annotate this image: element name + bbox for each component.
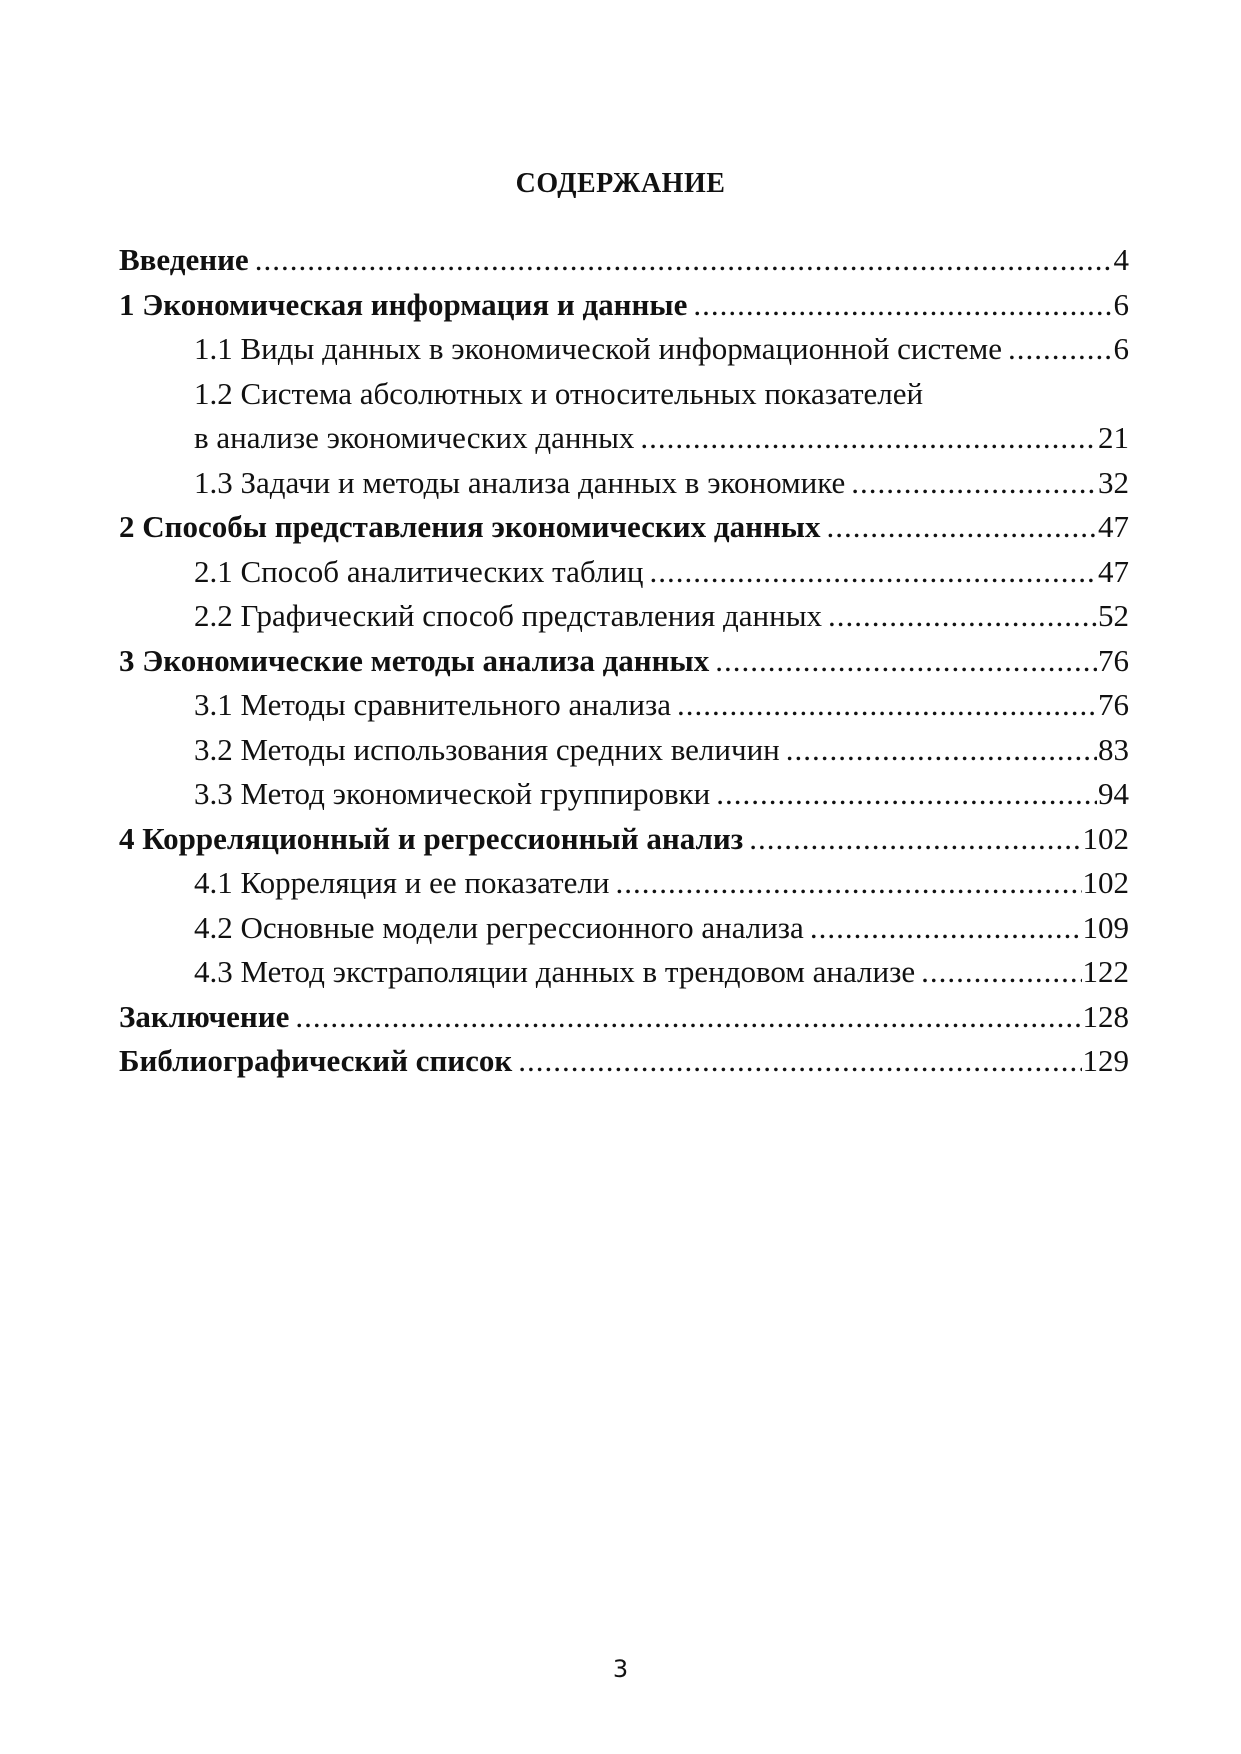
toc-entry-chapter-1[interactable]	[119, 283, 1129, 328]
toc-entry-label: в анализе экономических данных	[194, 420, 635, 455]
dot-leader	[716, 772, 1097, 817]
toc-entry-conclusion[interactable]	[119, 995, 1129, 1040]
toc-entry-label: 2.1 Способ аналитических таблиц	[194, 553, 644, 589]
toc-entry-page: 76	[1098, 642, 1129, 678]
toc-entry-page: 122	[1082, 954, 1129, 989]
toc-entry-page: 102	[1082, 865, 1129, 900]
dot-leader	[295, 995, 1081, 1040]
toc-entry-section-2-2[interactable]	[119, 594, 1129, 639]
toc-entry-page: 32	[1098, 464, 1129, 500]
dot-leader	[786, 728, 1097, 773]
toc-entry-section-4-3[interactable]	[119, 950, 1129, 995]
toc-entry-page: 6	[1113, 286, 1129, 322]
toc-entry-label: 3 Экономические методы анализа данных	[119, 642, 710, 678]
toc-entry-label: 4.1 Корреляция и ее показатели	[194, 865, 610, 900]
toc-entry-section-4-2[interactable]	[119, 906, 1129, 951]
dot-leader	[615, 861, 1081, 906]
toc-entry-label: 2 Способы представления экономических данных	[119, 509, 821, 544]
toc-entry-section-3-2[interactable]	[119, 728, 1129, 773]
dot-leader	[827, 505, 1098, 550]
toc-entry-label: 4.2 Основные модели регрессионного анализа	[194, 909, 804, 945]
dot-leader	[518, 1039, 1081, 1084]
toc-entry-label: 1.3 Задачи и методы анализа данных в экономике	[194, 464, 846, 500]
toc-entry-label: 3.3 Метод экономической группировки	[194, 776, 711, 811]
toc-entry-page: 52	[1098, 598, 1129, 633]
toc-entry-chapter-4[interactable]	[119, 817, 1129, 862]
toc-entry-label: 3.1 Методы сравнительного анализа	[194, 687, 671, 722]
dot-leader	[851, 461, 1097, 506]
page-title: СОДЕРЖАНИЕ	[515, 168, 726, 199]
toc-entry-label: 4.3 Метод экстраполяции данных в трендовом анализе	[194, 954, 916, 989]
dot-leader	[650, 550, 1097, 595]
dot-leader	[715, 639, 1097, 684]
toc-entry-label: 1.1 Виды данных в экономической информационной системе	[194, 331, 1002, 366]
toc-entry-label: 4 Корреляционный и регрессионный анализ	[119, 820, 744, 856]
toc-entry-chapter-2[interactable]	[119, 505, 1129, 550]
dot-leader	[810, 906, 1082, 951]
table-of-contents	[119, 238, 1129, 1084]
toc-entry-bibliography[interactable]	[119, 1039, 1129, 1084]
toc-entry-page: 109	[1082, 909, 1129, 945]
toc-entry-page: 4	[1113, 242, 1129, 277]
dot-leader	[677, 683, 1097, 728]
dot-leader	[921, 950, 1081, 995]
toc-entry-label: 1 Экономическая информация и данные	[119, 286, 688, 322]
toc-entry-page: 102	[1082, 820, 1129, 856]
toc-entry-introduction[interactable]	[119, 238, 1129, 283]
toc-entry-page: 6	[1113, 331, 1129, 366]
toc-entry-section-1-2-continued[interactable]	[119, 416, 1129, 461]
toc-entry-section-4-1[interactable]	[119, 861, 1129, 906]
toc-entry-chapter-3[interactable]	[119, 639, 1129, 684]
toc-entry-section-1-1[interactable]	[119, 327, 1129, 372]
toc-entry-section-3-3[interactable]	[119, 772, 1129, 817]
toc-entry-label: Введение	[119, 242, 249, 277]
toc-entry-page: 128	[1082, 998, 1129, 1034]
toc-entry-page: 47	[1098, 509, 1129, 544]
toc-entry-page: 76	[1098, 687, 1129, 722]
toc-entry-section-1-2[interactable]	[119, 372, 1129, 417]
dot-leader	[640, 416, 1097, 461]
toc-entry-label: 1.2 Система абсолютных и относительных показателей	[194, 375, 924, 411]
dot-leader	[693, 283, 1112, 328]
toc-entry-label: 2.2 Графический способ представления данных	[194, 598, 823, 633]
toc-entry-label: Библиографический список	[119, 1043, 513, 1078]
toc-entry-page: 21	[1098, 420, 1129, 455]
dot-leader	[749, 817, 1081, 862]
toc-entry-page: 94	[1098, 776, 1129, 811]
toc-entry-label: 3.2 Методы использования средних величин	[194, 731, 780, 767]
dot-leader	[255, 238, 1113, 283]
toc-entry-label: Заключение	[119, 998, 290, 1034]
dot-leader	[828, 594, 1097, 639]
toc-entry-section-1-3[interactable]	[119, 461, 1129, 506]
toc-entry-section-3-1[interactable]	[119, 683, 1129, 728]
page-number: 3	[612, 1655, 629, 1683]
toc-entry-page: 83	[1098, 731, 1129, 767]
toc-entry-page: 129	[1082, 1043, 1129, 1078]
toc-entry-section-2-1[interactable]	[119, 550, 1129, 595]
toc-entry-page: 47	[1098, 553, 1129, 589]
dot-leader	[1008, 327, 1113, 372]
